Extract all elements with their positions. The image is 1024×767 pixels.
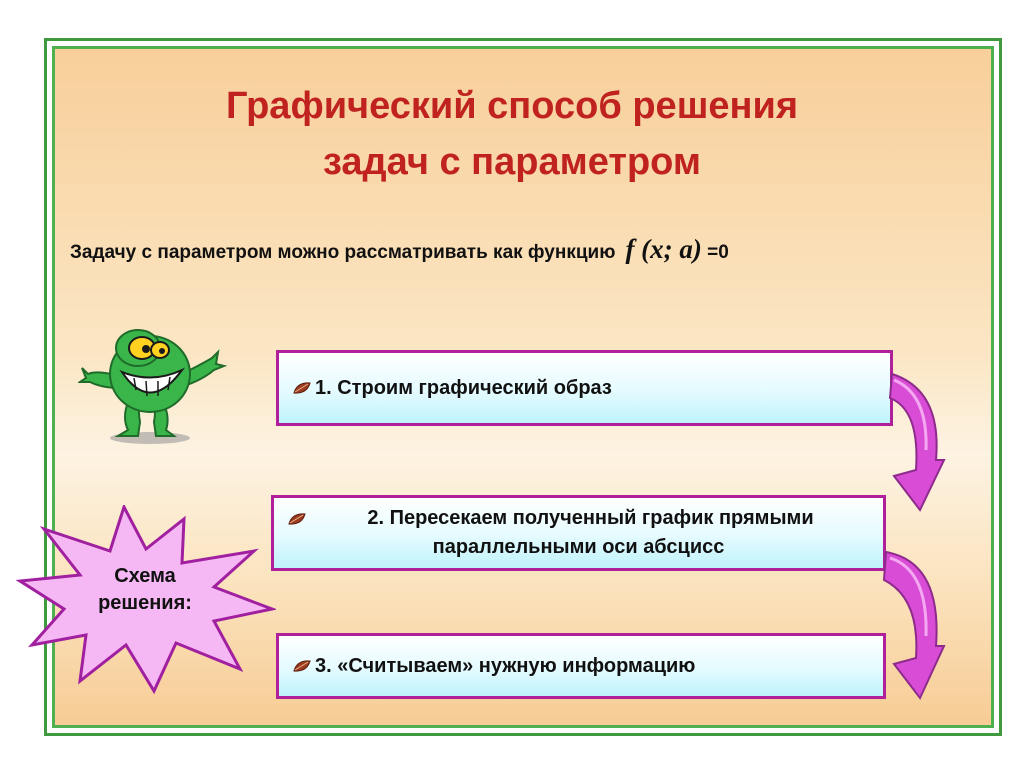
step-2-text (274, 504, 883, 562)
function-equals: =0 (701, 242, 729, 263)
slide-title (0, 78, 1024, 190)
step-3-text: 3. «Считываем» нужную информацию (315, 654, 696, 677)
step-2-box (271, 495, 886, 571)
leaf-bullet-icon (288, 512, 306, 526)
frog-cartoon-icon (78, 318, 228, 446)
scheme-label-line-2: решения: (98, 592, 192, 614)
step-1-box (276, 350, 893, 426)
curved-arrow-down-icon (880, 370, 950, 520)
scheme-label (14, 563, 276, 617)
leaf-bullet-icon (293, 381, 311, 395)
step-2-line-2: параллельными оси абсцисс (432, 536, 725, 558)
subtitle (70, 234, 729, 265)
scheme-label-line-1: Схема (114, 565, 176, 587)
step-2-line-1: 2. Пересекаем полученный график прямыми (367, 507, 814, 529)
subtitle-text: Задачу с параметром можно рассматривать как функцию (70, 242, 616, 263)
step-1-text: 1. Строим графический образ (315, 376, 612, 399)
step-3-box (276, 633, 886, 699)
curved-arrow-down-icon (880, 548, 950, 708)
title-line-1: Графический способ решения (226, 85, 798, 127)
function-formula: f (x; a) (625, 234, 702, 264)
title-line-2: задач с параметром (323, 141, 701, 183)
leaf-bullet-icon (293, 659, 311, 673)
